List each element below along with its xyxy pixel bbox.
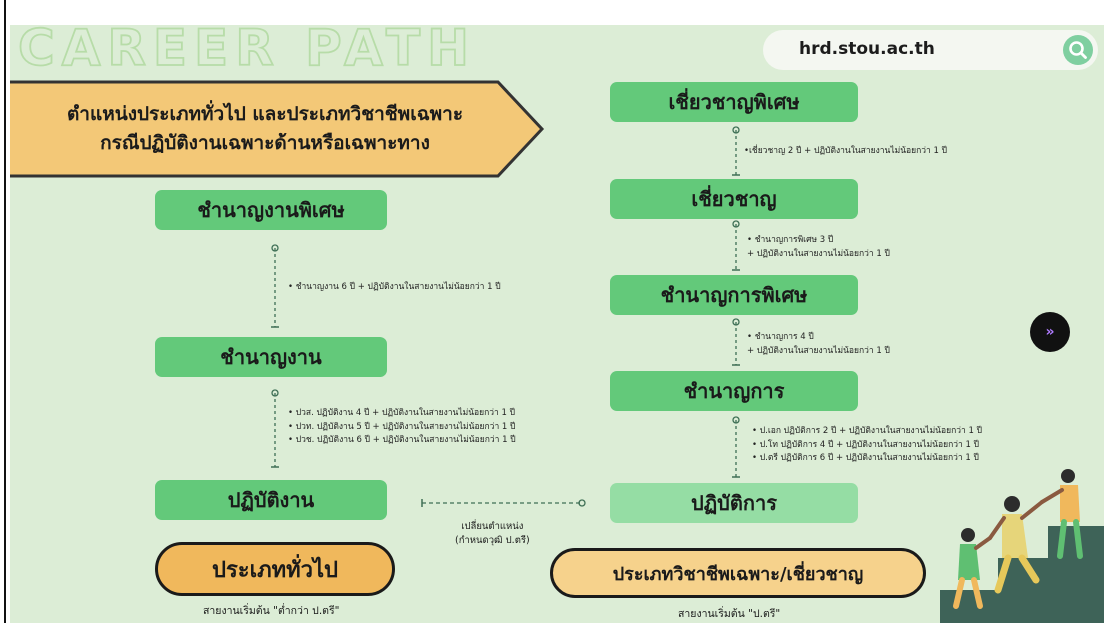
- banner-line-1: ตำแหน่งประเภททั่วไป และประเภทวิชาชีพเฉพาะ: [66, 102, 464, 125]
- page-edge-line: [4, 0, 6, 623]
- note-general-1: • ชำนาญงาน 6 ปี + ปฏิบัติงานในสายงานไม่น้อยกว่า 1 ปี: [288, 282, 501, 292]
- banner-line-2: กรณีปฏิบัติงานเฉพาะด้านหรือเฉพาะทาง: [100, 132, 430, 154]
- level-senior-professional: ชำนาญการพิเศษ: [610, 275, 858, 315]
- level-expert: เชี่ยวชาญ: [610, 179, 858, 219]
- note-professional-2: • ชำนาญการพิเศษ 3 ปี + ปฏิบัติงานในสายงานไม่น้อยกว่า 1 ปี: [747, 235, 890, 259]
- note-professional-3: • ชำนาญการ 4 ปี + ปฏิบัติงานในสายงานไม่น้อยกว่า 1 ปี: [747, 332, 890, 356]
- note-professional-4: • ป.เอก ปฏิบัติการ 2 ปี + ปฏิบัติงานในสายงานไม่น้อยกว่า 1 ปี • ป.โท ปฏิบัติการ 4 ปี + ปฏิบัติงานในสายงานไม่น้อยกว่า 1 ปี • ป.ตรี ปฏิบัติการ 6 ปี + ปฏิบัติงานในสายงานไม่น้อยกว่า 1 ปี: [752, 426, 982, 464]
- website-label: hrd.stou.ac.th: [799, 39, 935, 59]
- level-professional: ชำนาญการ: [610, 371, 858, 411]
- transfer-caption: เปลี่ยนตำแหน่ง (กำหนดวุฒิ ป.ตรี): [455, 521, 530, 546]
- career-path-slide: [10, 25, 1104, 623]
- level-senior-general: ชำนาญงานพิเศษ: [155, 190, 387, 230]
- next-arrow-icon: »: [1045, 324, 1055, 340]
- category-professional: ประเภทวิชาชีพเฉพาะ/เชี่ยวชาญ: [550, 548, 926, 598]
- level-operational-general: ปฏิบัติงาน: [155, 480, 387, 520]
- entry-professional: สายงานเริ่มต้น "ป.ตรี": [678, 608, 781, 620]
- level-senior-expert: เชี่ยวชาญพิเศษ: [610, 82, 858, 122]
- level-experienced-general: ชำนาญงาน: [155, 337, 387, 377]
- entry-general: สายงานเริ่มต้น "ต่ำกว่า ป.ตรี": [203, 605, 340, 617]
- page-title: CAREER PATH: [18, 25, 476, 77]
- next-page-button[interactable]: [1030, 312, 1070, 352]
- climbing-people-illustration: [940, 440, 1104, 623]
- note-professional-1: •เชี่ยวชาญ 2 ปี + ปฏิบัติงานในสายงานไม่น้อยกว่า 1 ปี: [744, 146, 948, 156]
- level-practitioner: ปฏิบัติการ: [610, 483, 858, 523]
- category-general: ประเภททั่วไป: [155, 542, 395, 596]
- note-general-2: • ปวส. ปฏิบัติงาน 4 ปี + ปฏิบัติงานในสายงานไม่น้อยกว่า 1 ปี • ปวท. ปฏิบัติงาน 5 ปี + ปฏิบัติงานในสายงานไม่น้อยกว่า 1 ปี • ปวช. ปฏิบัติงาน 6 ปี + ปฏิบัติงานในสายงานไม่น้อยกว่า 1 ปี: [288, 408, 516, 446]
